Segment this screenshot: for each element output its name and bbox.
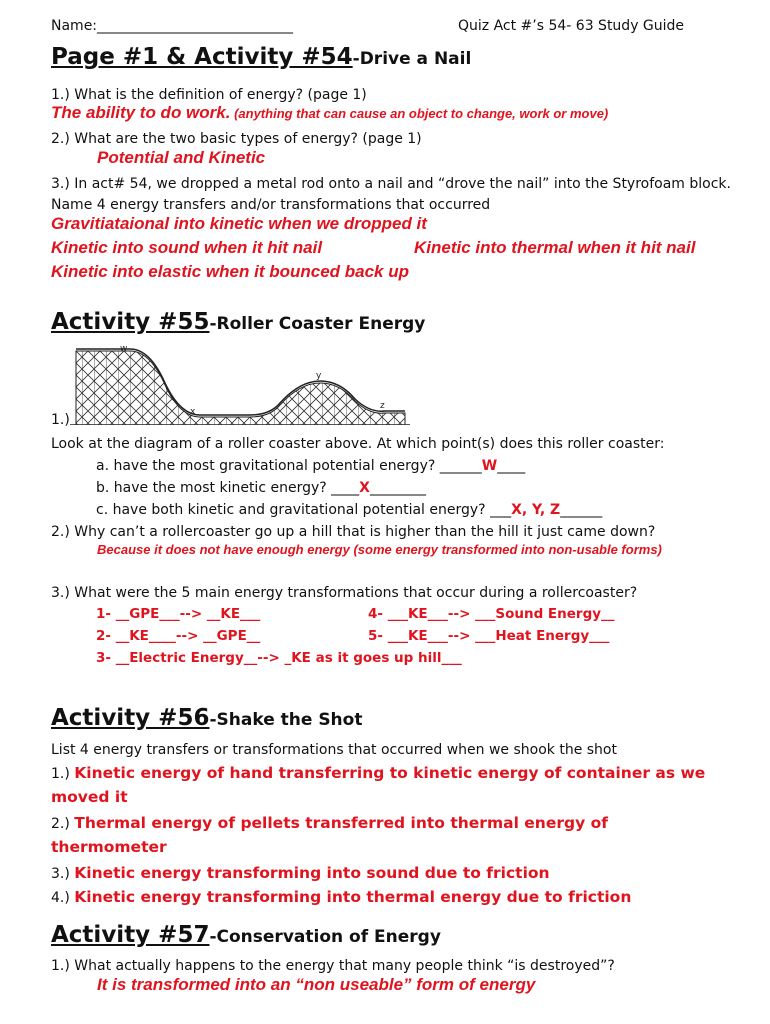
s56-answer-1 (51, 764, 705, 783)
transformation-4: 4- ___KE___--> ___Sound Energy__ (368, 606, 615, 622)
s54-answer-1 (51, 104, 608, 123)
s55-question-1b (96, 479, 426, 497)
point-z: z (380, 401, 385, 411)
roller-coaster-diagram (70, 345, 410, 425)
section-54-title: Page #1 & Activity #54 (51, 44, 353, 70)
section-56-subtitle: -Shake the Shot (209, 710, 363, 730)
s55-1b-answer: X (359, 480, 370, 496)
section-56-heading (51, 705, 362, 731)
s55-question-3: 3.) What were the 5 main energy transformations that occur during a rollercoaster? (51, 585, 638, 601)
section-56-title: Activity #56 (51, 705, 210, 731)
s56-answer-2 (51, 814, 608, 833)
s54-answer-3-3: Kinetic into thermal when it hit nail (414, 238, 696, 257)
s56-intro: List 4 energy transfers or transformations that occurred when we shook the shot (51, 742, 617, 758)
s55-1c-prefix: c. (96, 502, 109, 518)
section-57-title: Activity #57 (51, 922, 210, 948)
s55-question-1: Look at the diagram of a roller coaster above. At which point(s) does this roller coaster: (51, 436, 665, 452)
point-x: x (190, 407, 196, 417)
s55-answer-2: Because it does not have enough energy (some energy transformed into non-usable forms) (97, 542, 662, 557)
s56-number-3: 3.) (51, 866, 70, 882)
s55-question-1c (96, 501, 602, 519)
section-57-subtitle: -Conservation of Energy (209, 927, 441, 947)
s55-1a-tail: ____ (497, 458, 526, 474)
s55-1b-tail: ________ (369, 480, 426, 496)
s54-answer-3-1: Gravitiataional into kinetic when we dropped it (51, 214, 427, 233)
s55-1a-answer: W (481, 458, 498, 474)
section-55-title: Activity #55 (51, 309, 210, 335)
s55-1c-text: have both kinetic and gravitational potential energy? ___ (112, 502, 512, 518)
s55-question-2: 2.) Why can’t a rollercoaster go up a hill that is higher than the hill it just came down? (51, 524, 656, 540)
transformation-2: 2- __KE____--> __GPE__ (96, 628, 261, 644)
s54-answer-1-main: The ability to do work. (51, 103, 231, 122)
s55-1a-prefix: a. (96, 458, 110, 474)
transformation-1: 1- __GPE___--> __KE___ (96, 606, 261, 622)
s54-answer-3-2: Kinetic into sound when it hit nail (51, 238, 323, 257)
section-55-heading (51, 309, 425, 335)
s55-1c-answer: X, Y, Z (511, 502, 561, 518)
s56-answer-4 (51, 888, 631, 907)
s56-answer-2a: Thermal energy of pellets transferred into thermal energy of (74, 814, 608, 832)
s56-answer-3-text: Kinetic energy transforming into sound due to friction (74, 864, 550, 882)
s54-question-2: 2.) What are the two basic types of energy? (page 1) (51, 131, 422, 147)
point-w: w (120, 345, 128, 354)
s54-answer-2: Potential and Kinetic (97, 148, 266, 167)
s56-answer-4-text: Kinetic energy transforming into thermal energy due to friction (74, 888, 632, 906)
section-55-subtitle: -Roller Coaster Energy (209, 314, 426, 334)
s57-question-1: 1.) What actually happens to the energy that many people think “is destroyed”? (51, 958, 615, 974)
s54-question-3b: Name 4 energy transfers and/or transformations that occurred (51, 197, 491, 213)
s54-question-1: 1.) What is the definition of energy? (page 1) (51, 87, 367, 103)
s55-1a-text: have the most gravitational potential energy? ______ (113, 458, 482, 474)
s55-question-1a (96, 457, 525, 475)
transformation-5: 5- ___KE___--> ___Heat Energy___ (368, 628, 610, 644)
s55-question-1-number: 1.) (51, 412, 70, 428)
s54-question-3a: 3.) In act# 54, we dropped a metal rod onto a nail and “drove the nail” into the Styrofoam block. (51, 176, 731, 192)
section-54-heading (51, 44, 471, 70)
s56-answer-2b: thermometer (51, 838, 167, 856)
name-field-label: Name:____________________________ (51, 18, 294, 34)
s56-number-4: 4.) (51, 890, 70, 906)
s57-answer-1: It is transformed into an “non useable” form of energy (97, 975, 536, 994)
section-54-subtitle: -Drive a Nail (352, 49, 472, 69)
s54-answer-1-note: (anything that can cause an object to change, work or move) (230, 106, 609, 121)
s54-answer-3-4: Kinetic into elastic when it bounced back up (51, 262, 409, 281)
section-57-heading (51, 922, 441, 948)
transformation-3: 3- __Electric Energy__--> _KE as it goes up hill___ (96, 650, 462, 666)
s56-answer-1a: Kinetic energy of hand transferring to kinetic energy of container as we (74, 764, 706, 782)
quiz-title: Quiz Act #’s 54- 63 Study Guide (458, 18, 685, 34)
s55-1b-text: have the most kinetic energy? ____ (113, 480, 360, 496)
s56-answer-3 (51, 864, 550, 883)
s56-number-1: 1.) (51, 766, 70, 782)
point-y: y (316, 371, 322, 381)
s56-number-2: 2.) (51, 816, 70, 832)
s55-1c-tail: ______ (560, 502, 603, 518)
s56-answer-1b: moved it (51, 788, 128, 806)
s55-1b-prefix: b. (96, 480, 110, 496)
